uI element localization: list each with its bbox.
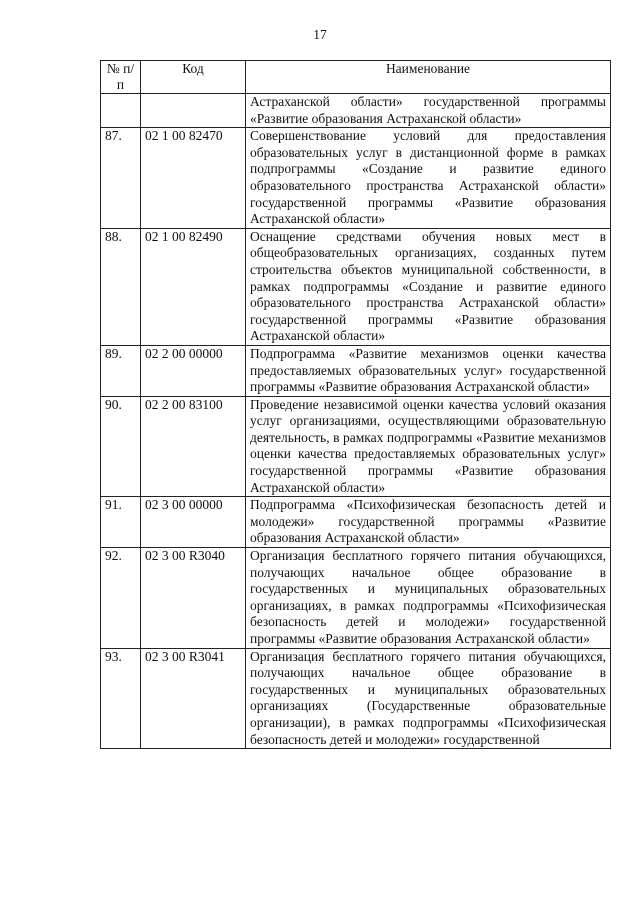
row-code: 02 2 00 83100: [141, 396, 246, 497]
row-number: 87.: [101, 128, 141, 229]
header-code: Код: [141, 61, 246, 94]
header-name: Наименование: [246, 61, 611, 94]
table-header-row: [101, 61, 611, 94]
row-number: 92.: [101, 548, 141, 649]
table-row: [101, 345, 611, 396]
row-number: 91.: [101, 497, 141, 548]
row-name: [246, 345, 611, 396]
row-name: [246, 648, 611, 749]
header-number: № п/п: [101, 61, 141, 94]
budget-classification-table: [100, 60, 611, 749]
table-row: [101, 396, 611, 497]
row-name: [246, 396, 611, 497]
table-row: [101, 548, 611, 649]
row-code: 02 1 00 82470: [141, 128, 246, 229]
row-number: 89.: [101, 345, 141, 396]
row-name: [246, 94, 611, 128]
row-number: 93.: [101, 648, 141, 749]
table-row: [101, 648, 611, 749]
row-number: 90.: [101, 396, 141, 497]
table-row: [101, 228, 611, 345]
row-name-text: Подпрограмма «Развитие механизмов оценки качества предоставляемых образовательных услуг» государственной программы «Развитие образования Астраханской области»: [250, 345, 606, 395]
row-number: 88.: [101, 228, 141, 345]
row-name-text: Совершенствование условий для предоставления образовательных услуг в дистанционной форме в рамках подпрограммы «Создание и развитие единого образовательного пространства Астраханской области» государственной программы «Развитие образования Астраханской области»: [250, 128, 606, 227]
row-name-text: Проведение независимой оценки качества условий оказания услуг организациями, осуществляющими образовательную деятельность, в рамках подпрограммы «Развитие механизмов оценки качества предоставляемых образовательных услуг» государственной программы «Развитие образования Астраханской области»: [250, 396, 606, 495]
row-name: [246, 548, 611, 649]
row-code: 02 1 00 82490: [141, 228, 246, 345]
table-row: [101, 128, 611, 229]
row-code: 02 3 00 R3041: [141, 648, 246, 749]
row-name-text: Подпрограмма «Психофизическая безопасность детей и молодежи» государственной программы «Развитие образования Астраханской области»: [250, 497, 606, 546]
row-name-text: Организация бесплатного горячего питания обучающихся, получающих начальное общее образование в государственных и муниципальных образовательных организациях (Государственные образовательные организации), в рамках подпрограммы «Психофизическая безопасность детей и молодежи» государственной: [250, 648, 606, 747]
row-code: [141, 94, 246, 128]
row-code: 02 2 00 00000: [141, 345, 246, 396]
row-name-text: Оснащение средствами обучения новых мест в общеобразовательных организациях, созданных путем строительства объектов муниципальной собственности, в рамках подпрограммы «Создание и развитие единого образовательного пространства Астраханской области» государственной программы «Развитие образования Астраханской области»: [250, 228, 606, 344]
table-row: [101, 497, 611, 548]
row-name: [246, 128, 611, 229]
row-name: [246, 228, 611, 345]
row-name-text: Астраханской области» государственной программы «Развитие образования Астраханской области»: [250, 94, 606, 126]
row-name: [246, 497, 611, 548]
row-number: [101, 94, 141, 128]
row-code: 02 3 00 R3040: [141, 548, 246, 649]
row-code: 02 3 00 00000: [141, 497, 246, 548]
table-row-continuation: [101, 94, 611, 128]
page-number: 17: [313, 27, 327, 42]
row-name-text: Организация бесплатного горячего питания обучающихся, получающих начальное общее образование в государственных и муниципальных образовательных организациях, в рамках подпрограммы «Психофизическая безопасность детей и молодежи» государственной программы «Развитие образования Астраханской области»: [250, 548, 606, 646]
